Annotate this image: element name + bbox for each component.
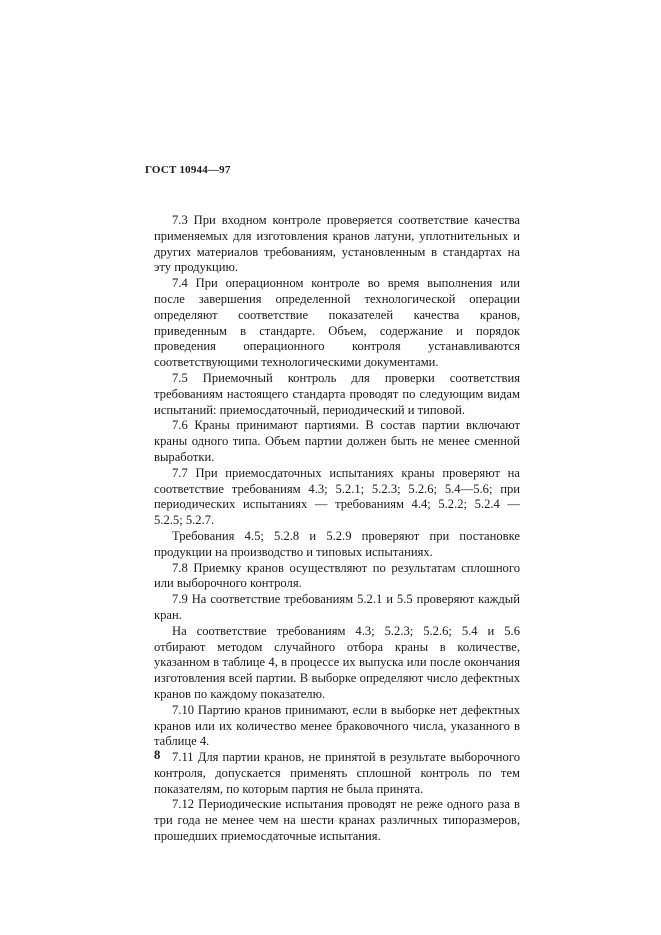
paragraph-7-11: 7.11 Для партии кранов, не принятой в результате выборочного контроля, допускается применять сплошной контроль по тем показателям, по которым партия не была принята. xyxy=(154,750,520,796)
paragraph-7-9: 7.9 На соответствие требованиям 5.2.1 и 5.5 проверяют каждый кран. xyxy=(154,592,520,622)
paragraph-7-8: 7.8 Приемку кранов осуществляют по результатам сплошного или выборочного контроля. xyxy=(154,560,520,591)
paragraph-7-12: 7.12 Периодические испытания проводят не реже одного раза в три года не менее чем на шести кранах различных типоразмеров, прошедших приемосдаточные испытания. xyxy=(154,797,520,844)
page-number: 8 xyxy=(154,748,161,762)
paragraph-7-4: 7.4 При операционном контроле во время выполнения или после завершения определенной технологической операции определяют соответствие показателей качества кранов, приведенным в стандарте. Объем, содержание и порядок проведения операционного контроля устанавливаются соответствующими технологическими документами. xyxy=(154,276,520,370)
paragraph-7-7: 7.7 При приемосдаточных испытаниях краны проверяют на соответствие требованиям 4.3; 5.2.1; 5.2.3; 5.2.6; 5.4—5.6; при периодических испытаниях — требованиям 4.4; 5.2.2; 5.2.4 — 5.2.5; 5.2.7. xyxy=(154,465,520,528)
paragraph-7-5: 7.5 Приемочный контроль для проверки соответствия требованиям настоящего стандарта проводят по следующим видам испытаний: приемосдаточный, периодический и типовой. xyxy=(154,370,520,417)
paragraph-7-7-requirements: Требования 4.5; 5.2.8 и 5.2.9 проверяют при постановке продукции на производство и типовых испытаниях. xyxy=(154,528,520,559)
paragraph-7-6: 7.6 Краны принимают партиями. В состав партии включают краны одного типа. Объем партии должен быть не менее сменной выработки. xyxy=(154,418,520,464)
document-code-header: ГОСТ 10944—97 xyxy=(145,164,231,176)
document-body xyxy=(154,213,520,845)
paragraph-7-9-sampling: На соответствие требованиям 4.3; 5.2.3; 5.2.6; 5.4 и 5.6 отбирают методом случайного отбора краны в количестве, указанном в таблице 4, в процессе их выпуска или после окончания изготовления всей партии. В выборке определяют число дефектных кранов по каждому показателю. xyxy=(154,623,520,701)
paragraph-7-10: 7.10 Партию кранов принимают, если в выборке нет дефектных кранов или их количество менее браковочного числа, указанного в таблице 4. xyxy=(154,702,520,749)
paragraph-7-3: 7.3 При входном контроле проверяется соответствие качества применяемых для изготовления кранов латуни, уплотнительных и других материалов требованиям, установленным в стандартах на эту продукцию. xyxy=(154,213,520,275)
